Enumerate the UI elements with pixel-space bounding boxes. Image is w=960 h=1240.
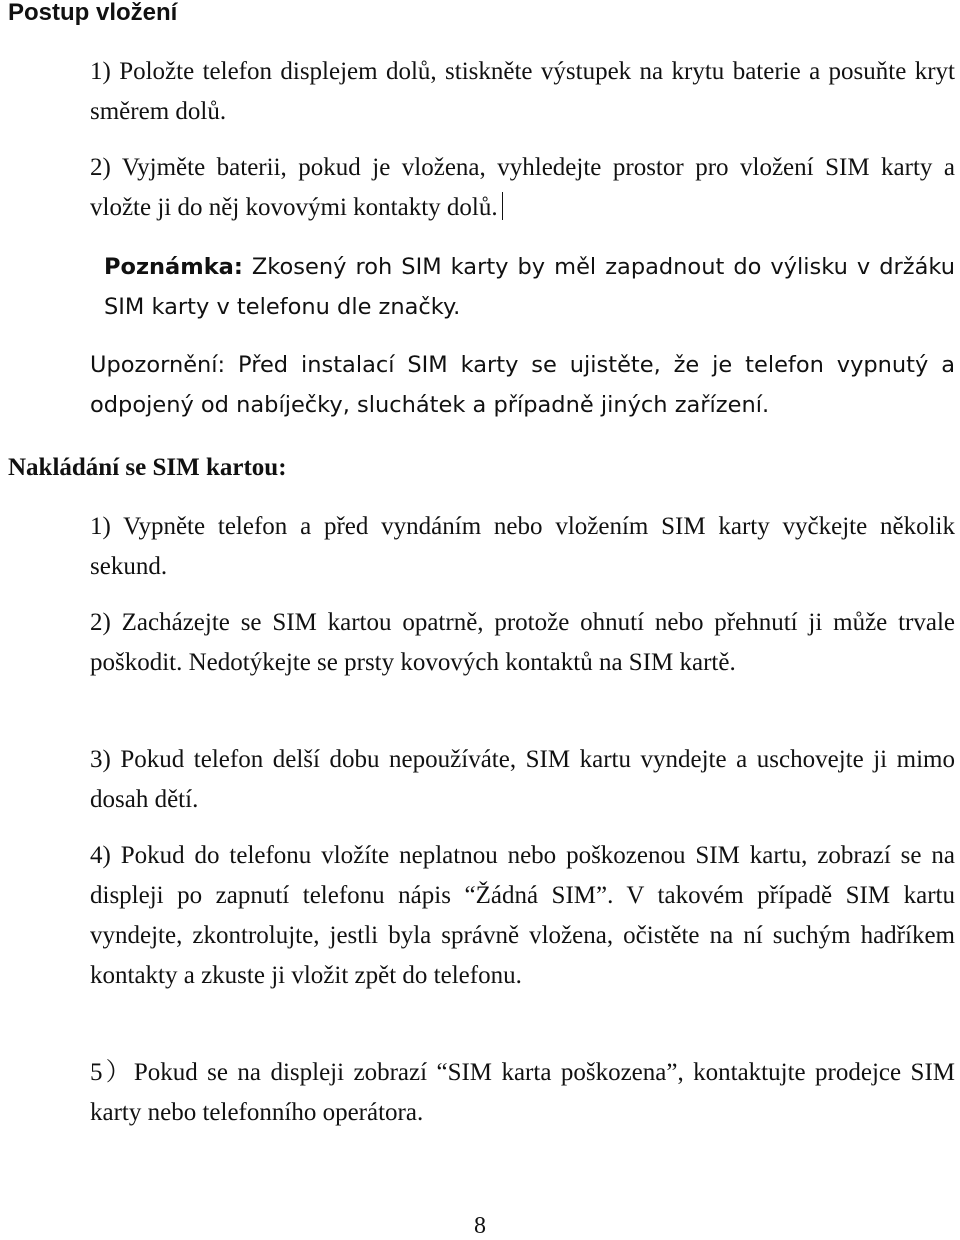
section-heading-sim-handling: Nakládání se SIM kartou: — [8, 454, 287, 481]
note-paragraph — [104, 247, 955, 327]
page-number: 8 — [474, 1213, 486, 1239]
insertion-step-2-text: 2) Vyjměte baterii, pokud je vložena, vyhledejte prostor pro vložení SIM karty a vložte ji do něj kovovými kontakty dolů. — [90, 154, 955, 221]
warning-paragraph: Upozornění: Před instalací SIM karty se ujistěte, že je telefon vypnutý a odpojený od nabíječky, sluchátek a případně jiných zařízení. — [90, 352, 955, 418]
section-heading-insertion: Postup vložení — [8, 0, 178, 26]
handling-item-5: 5）Pokud se na displeji zobrazí “SIM karta poškozena”, kontaktujte prodejce SIM karty nebo telefonního operátora. — [90, 1059, 955, 1126]
insertion-step-1-text: 1) Položte telefon displejem dolů, stiskněte výstupek na krytu baterie a posuňte kryt směrem dolů. — [90, 58, 955, 125]
insertion-step-2 — [90, 148, 955, 228]
handling-item-2: 2) Zacházejte se SIM kartou opatrně, protože ohnutí nebo přehnutí ji může trvale poškodit. Nedotýkejte se prsty kovových kontaktů na SIM kartě. — [90, 609, 955, 676]
text-cursor — [502, 192, 503, 220]
handling-item-4: 4) Pokud do telefonu vložíte neplatnou nebo poškozenou SIM kartu, zobrazí se na displeji po zapnutí telefonu nápis “Žádná SIM”. V takovém případě SIM kartu vyndejte, zkontrolujte, jestli byla správně vložena, očistěte na ní suchým hadříkem kontakty a zkuste ji vložit zpět do telefonu. — [90, 842, 955, 989]
insertion-step-1 — [90, 52, 955, 132]
handling-item-3: 3) Pokud telefon delší dobu nepoužíváte, SIM kartu vyndejte a uschovejte ji mimo dosah dětí. — [90, 746, 955, 813]
note-text: Zkosený roh SIM karty by měl zapadnout do výlisku v držáku SIM karty v telefonu dle značky. — [104, 254, 955, 320]
note-label: Poznámka: — [104, 254, 243, 280]
handling-item-1: 1) Vypněte telefon a před vyndáním nebo vložením SIM karty vyčkejte několik sekund. — [90, 513, 955, 580]
